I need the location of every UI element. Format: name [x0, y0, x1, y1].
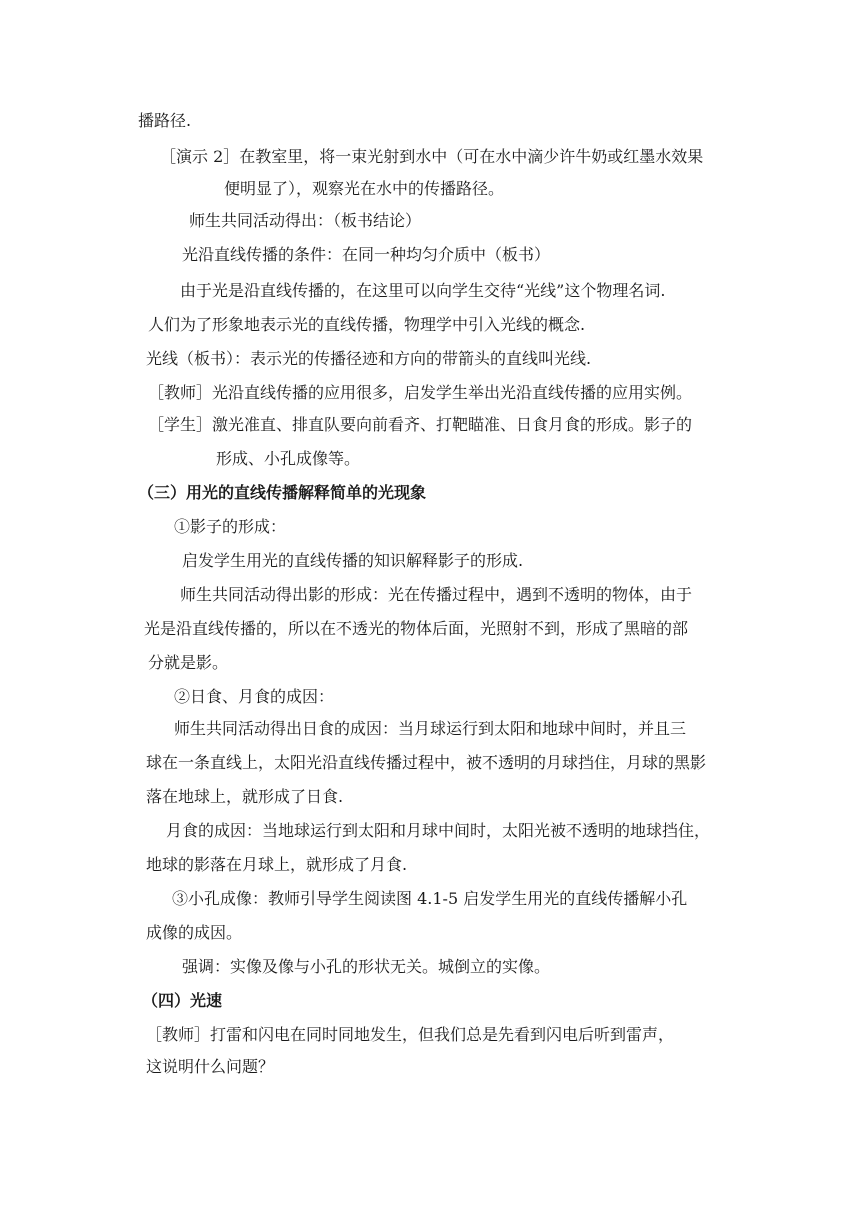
section-heading: （四）光速: [142, 991, 223, 1010]
text-line: 由于光是沿直线传播的，在这里可以向学生交待“光线”这个物理名词.: [180, 281, 666, 300]
text-line: ［教师］打雷和闪电在同时同地发生，但我们总是先看到闪电后听到雷声，: [146, 1025, 675, 1044]
text-line: 光沿直线传播的条件：在同一种均匀介质中（板书）: [182, 245, 551, 264]
text-line: 便明显了），观察光在水中的传播路径。: [224, 179, 505, 198]
text-line: ②日食、月食的成因：: [174, 687, 335, 706]
text-line: ③小孔成像：教师引导学生阅读图 4.1-5 启发学生用光的直线传播解小孔: [172, 889, 688, 908]
section-heading: （三）用光的直线传播解释简单的光现象: [138, 483, 427, 502]
text-line: 分就是影。: [148, 653, 229, 672]
text-line: ①影子的形成：: [174, 517, 287, 536]
text-line: ［学生］激光准直、排直队要向前看齐、打靶瞄准、日食月食的形成。影子的: [148, 415, 693, 434]
text-line: 师生共同活动得出：（板书结论）: [189, 211, 422, 230]
text-line: 这说明什么问题？: [146, 1057, 275, 1076]
text-line: 月食的成因：当地球运行到太阳和月球中间时，太阳光被不透明的地球挡住，: [166, 821, 711, 840]
text-line: 启发学生用光的直线传播的知识解释影子的形成.: [182, 551, 524, 570]
text-line: 人们为了形象地表示光的直线传播，物理学中引入光线的概念.: [148, 315, 586, 334]
text-line: ［演示 2］在教室里，将一束光射到水中（可在水中滴少许牛奶或红墨水效果: [160, 147, 704, 166]
text-line: 播路径.: [138, 111, 192, 130]
text-line: 光线（板书）：表示光的传播径迹和方向的带箭头的直线叫光线.: [146, 349, 592, 368]
text-line: 球在一条直线上，太阳光沿直线传播过程中，被不透明的月球挡住，月球的黑影: [146, 753, 707, 772]
text-line: 形成、小孔成像等。: [216, 449, 361, 468]
text-line: 强调：实像及像与小孔的形状无关。城倒立的实像。: [182, 957, 551, 976]
text-line: ［教师］光沿直线传播的应用很多，启发学生举出光沿直线传播的应用实例。: [148, 383, 693, 402]
text-line: 落在地球上，就形成了日食.: [146, 787, 344, 806]
text-line: 光是沿直线传播的，所以在不透光的物体后面，光照射不到，形成了黑暗的部: [144, 619, 689, 638]
text-line: 师生共同活动得出日食的成因：当月球运行到太阳和地球中间时，并且三: [174, 719, 687, 738]
text-line: 师生共同活动得出影的形成：光在传播过程中，遇到不透明的物体，由于: [180, 585, 693, 604]
text-line: 成像的成因。: [146, 923, 243, 942]
text-line: 地球的影落在月球上，就形成了月食.: [146, 855, 408, 874]
